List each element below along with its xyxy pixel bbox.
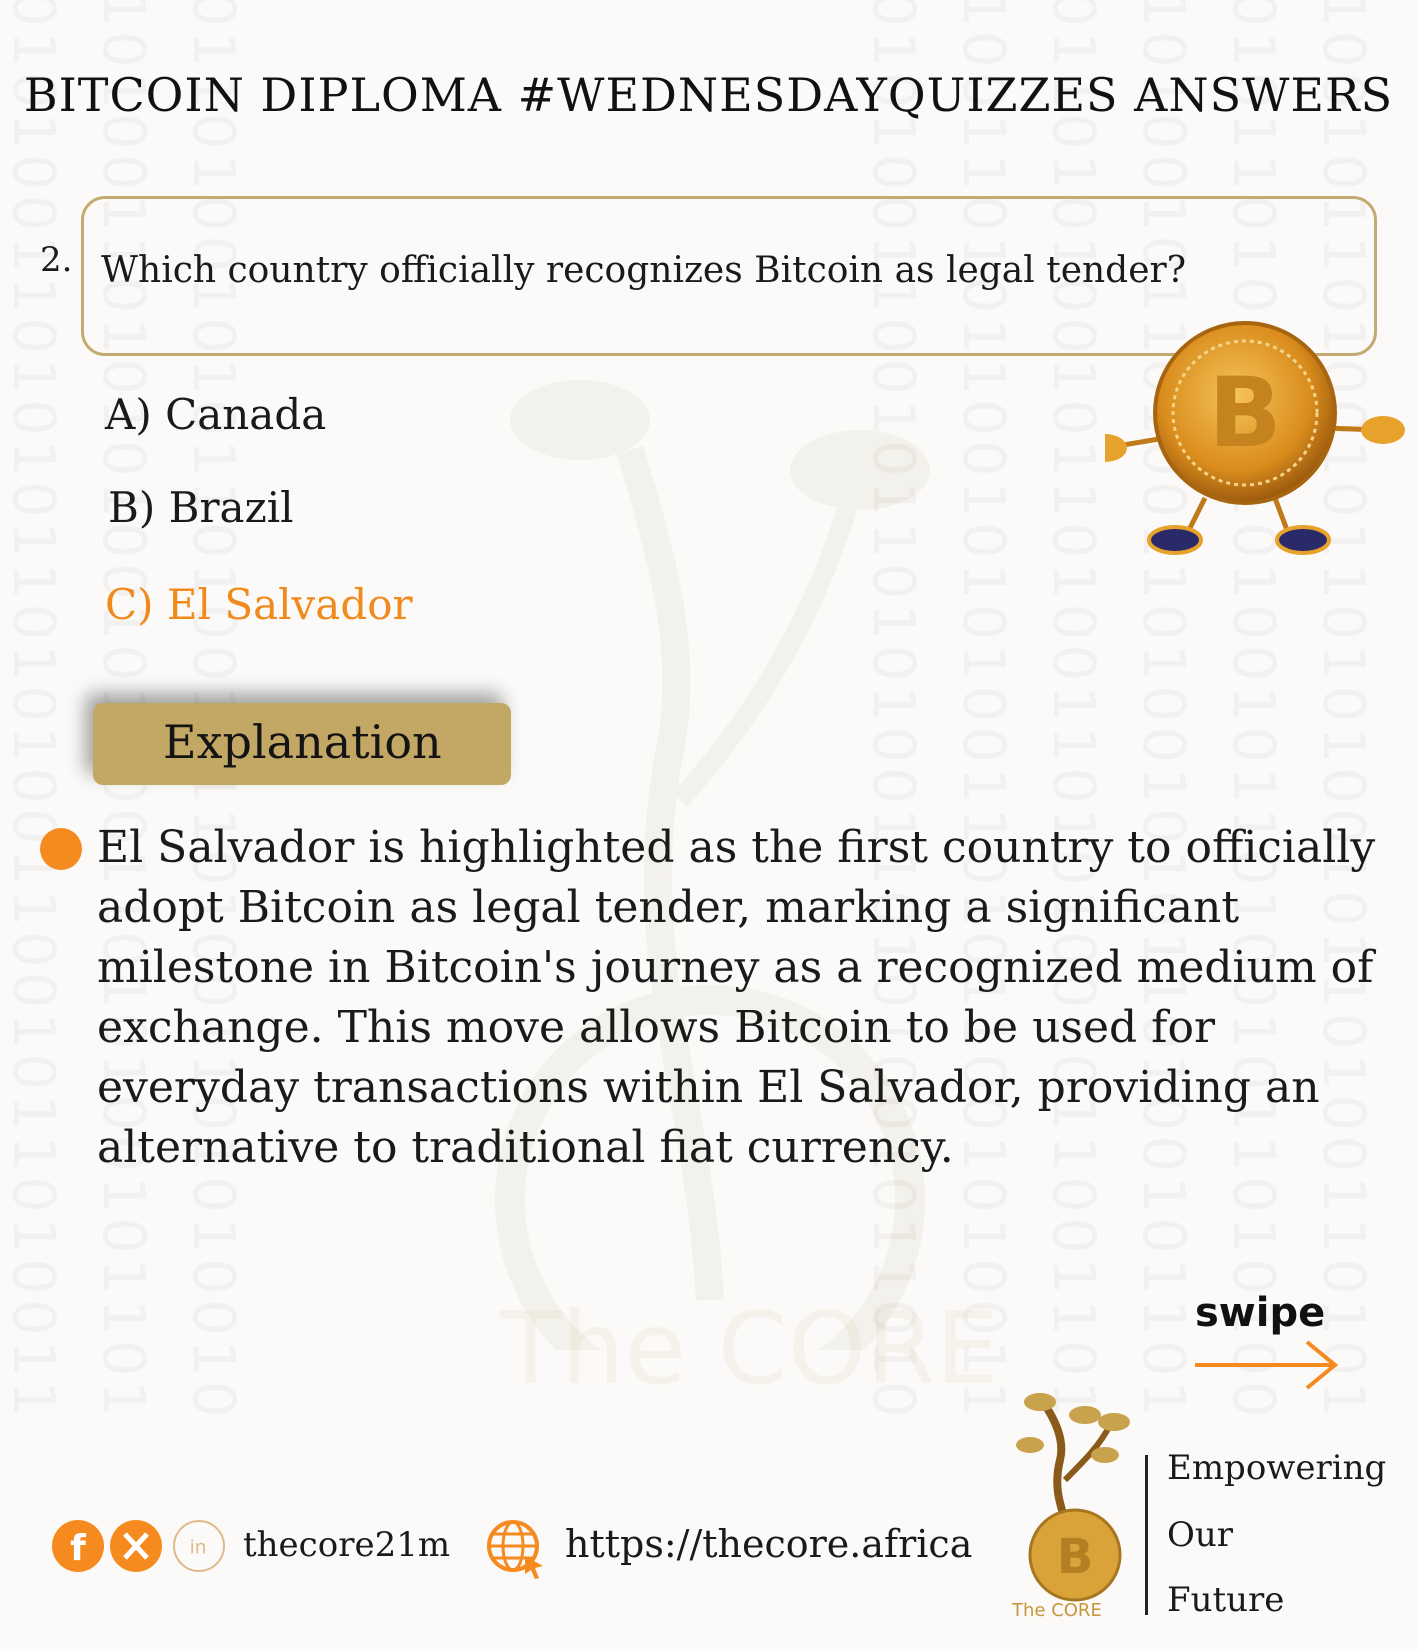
tagline-line-2: Our: [1167, 1515, 1234, 1555]
tagline-line-1: Empowering: [1167, 1448, 1387, 1488]
website-link[interactable]: https://thecore.africa: [565, 1522, 973, 1566]
option-b: B) Brazil: [108, 483, 294, 532]
the-core-logo-icon: [1010, 1390, 1140, 1620]
facebook-icon[interactable]: [52, 1520, 104, 1572]
question-text: Which country officially recognizes Bitcoin as legal tender?: [101, 250, 1187, 291]
watermark-text: The CORE: [500, 1290, 999, 1407]
explanation-label: Explanation: [163, 715, 442, 769]
svg-text:f: f: [70, 1528, 86, 1569]
swipe-label[interactable]: swipe: [1195, 1290, 1326, 1336]
social-handle[interactable]: thecore21m: [243, 1525, 451, 1565]
logo-text: The CORE: [1012, 1600, 1102, 1620]
option-a: A) Canada: [105, 390, 327, 439]
linkedin-icon[interactable]: [173, 1520, 225, 1572]
bitcoin-mascot-icon: [1105, 318, 1405, 568]
x-twitter-icon[interactable]: [110, 1520, 162, 1572]
bullet-dot-icon: [40, 828, 82, 870]
svg-text:B: B: [1208, 357, 1282, 469]
page-title: BITCOIN DIPLOMA #WEDNESDAYQUIZZES ANSWERS: [23, 68, 1394, 122]
svg-text:B: B: [1056, 1529, 1094, 1585]
explanation-text: El Salvador is highlighted as the first country to officially adopt Bitcoin as legal tender, marking a significant milestone in Bitcoin's journey as a recognized medium of exchange. This move allows Bitcoin to be used for everyday transactions within El Salvador, providing an alternative to traditional fiat currency.: [97, 822, 1376, 1173]
globe-icon: [485, 1518, 547, 1580]
question-number: 2.: [40, 240, 73, 280]
explanation-header: [93, 703, 511, 785]
svg-text:in: in: [189, 1537, 207, 1559]
option-c-correct: C) El Salvador: [105, 580, 413, 629]
arrow-right-icon[interactable]: [1195, 1340, 1340, 1390]
tagline-line-3: Future: [1167, 1580, 1285, 1620]
tagline-divider: [1145, 1455, 1148, 1615]
